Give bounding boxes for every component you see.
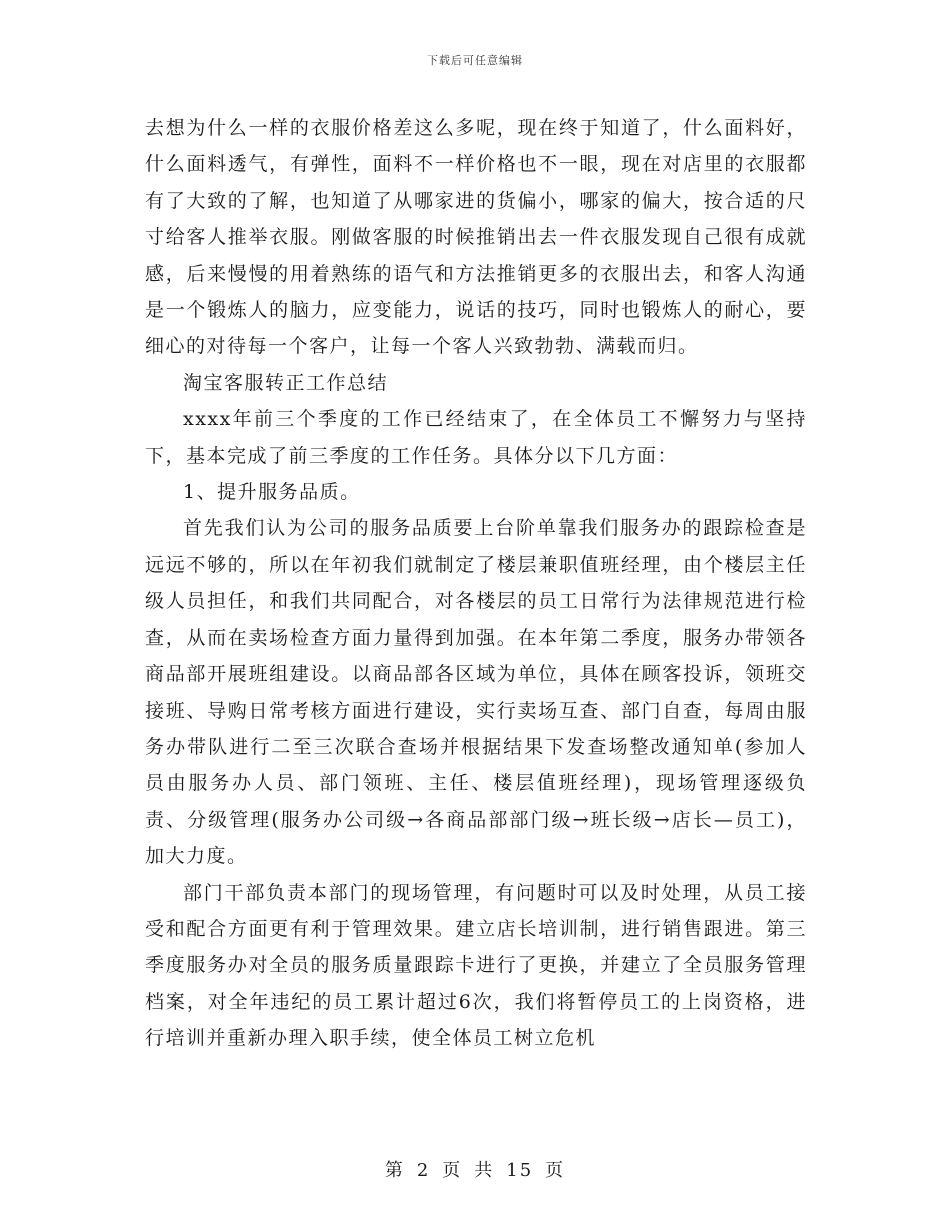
paragraph: 去想为什么一样的衣服价格差这么多呢，现在终于知道了，什么面料好，什么面料透气，有弹性，面料不一样价格也不一眼，现在对店里的衣服都有了大致的了解，也知道了从哪家进的货偏小，哪家的偏大，按合适的尺寸给客人推举衣服。刚做客服的时候推销出去一件衣服发现自己很有成就感，后来慢慢的用着熟练的语气和方法推销更多的衣服出去，和客人沟通是一个锻炼人的脑力，应变能力，说话的技巧，同时也锻炼人的耐心，要细心的对待每一个客户，让每一个客人兴致勃勃、满载而归。 <box>145 117 807 358</box>
page-number <box>0 1156 950 1182</box>
page-unit-label: 页 <box>442 1160 463 1181</box>
section-title: 淘宝客服转正工作总结 <box>183 371 389 394</box>
document-body <box>145 110 807 1057</box>
header-note: 下载后可任意编辑 <box>427 54 523 67</box>
paragraph: 首先我们认为公司的服务品质要上台阶单靠我们服务办的跟踪检查是远远不够的，所以在年初我们就制定了楼层兼职值班经理，由个楼层主任级人员担任，和我们共同配合，对各楼层的员工日常行为法律规范进行检查，从而在卖场检查方面力量得到加强。在本年第二季度，服务办带领各商品部开展班组建设。以商品部各区域为单位，具体在顾客投诉，领班交接班、导购日常考核方面进行建设，实行卖场互查、部门自查，每周由服务办带队进行二至三次联合查场并根据结果下发查场整改通知单(参加人员由服务办人员、部门领班、主任、楼层值班经理)，现场管理逐级负责、分级管理(服务办公司级→各商品部部门级→班长级→店长—员工)，加大力度。 <box>145 517 807 868</box>
total-label: 共 <box>474 1160 495 1181</box>
list-item-heading: 1、提升服务品质。 <box>183 481 361 504</box>
total-pages: 15 <box>506 1160 534 1181</box>
page-unit-label-2: 页 <box>545 1160 566 1181</box>
page-label: 第 <box>384 1160 405 1181</box>
paragraph: xxxx年前三个季度的工作已经结束了，在全体员工不懈努力与坚持下，基本完成了前三季度的工作任务。具体分以下几方面： <box>145 408 807 467</box>
current-page: 2 <box>416 1160 431 1181</box>
paragraph: 部门干部负责本部门的现场管理，有问题时可以及时处理，从员工接受和配合方面更有利于管理效果。建立店长培训制，进行销售跟进。第三季度服务办对全员的服务质量跟踪卡进行了更换，并建立了全员服务管理档案，对全年违纪的员工累计超过6次，我们将暂停员工的上岗资格，进行培训并重新办理入职手续，使全体员工树立危机 <box>145 881 807 1050</box>
